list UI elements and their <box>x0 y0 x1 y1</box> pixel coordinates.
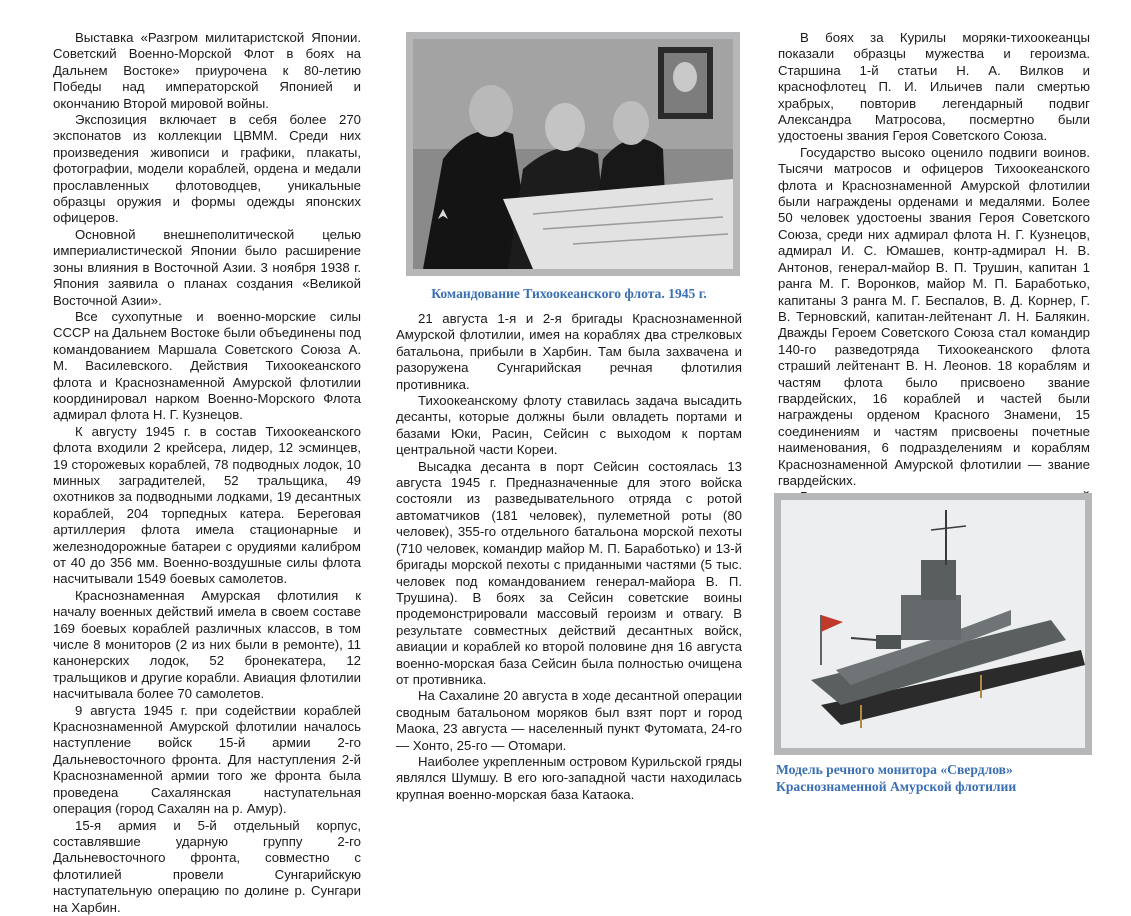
photo-caption <box>776 761 1096 795</box>
officers-photo-illustration <box>413 39 733 269</box>
paragraph: Наиболее укрепленным островом Курильской гряды являлся Шумшу. В его юго-западной части находилась крупная военно-морская база Катаока. <box>396 753 742 802</box>
photo-ship-model <box>774 493 1092 755</box>
paragraph: Государство высоко оценило подвиги воинов. Тысячи матросов и офицеров Тихоокеанского флота и Краснознаменной Амурской флотилии были награждены орденами и медалями. Более 50 человек удостоены звания Героя Советского Союза, среди них адмирал флота Н. Г. Кузнецов, адмирал И. С. Юмашев, контр-адмирал Н. В. Антонов, генерал-майор В. П. Трушин, капитан 1 ранга М. Г. Воронков, майор М. П. Баработько, капитаны 3 ранга М. Г. Беспалов, В. Д. Корнер, Г. В. Терновский, капитан-лейтенант Л. Н. Балякин. Дважды Героем Советского Союза стал командир 140-го разведотряда Тихоокеанского флота страший лейтенант В. Н. Леонов. 18 кораблям и частям флота было присвоено звание гвардейских, 16 кораблей и частей были награждены орденом Красного Знамени, 15 соединениям и частям присвоены почетные наименования, 6 подразделениям и кораблям Краснознаменной Амурской флотилии — звание гвардейских. <box>778 144 1090 488</box>
paragraph: 21 августа 1-я и 2-я бригады Краснознаменной Амурской флотилии, имея на кораблях два стрелковых батальона, прибыли в Харбин. Там была захвачена и разоружена Сунгарийская речная флотилия противника. <box>396 311 742 392</box>
photo-fleet-command <box>406 32 740 276</box>
paragraph: Основной внешнеполитической целью империалистической Японии было расширение зоны влияния в Восточной Азии. 3 ноября 1938 г. Япония заявила о планах создания «Великой Восточной Азии». <box>53 226 361 308</box>
text-column-3 <box>776 30 1090 794</box>
paragraph: Выставка «Разгром милитаристской Японии. Советский Военно-Морской Флот в боях на Дальнем Востоке» приурочена к 80-летию Победы над императорской Японией и окончанию Второй мировой войны. <box>53 30 361 111</box>
text-column-1 <box>53 30 361 916</box>
paragraph: Экспозиция включает в себя более 270 экспонатов из коллекции ЦВММ. Среди них произведения живописи и графики, плакаты, фотографии, модели кораблей, ордена и медали прославленных флотоводцев, уникальные образцы оружия и формы одежды японских офицеров. <box>53 112 361 226</box>
photo-image <box>781 500 1085 748</box>
paragraph: Тихоокеанскому флоту ставилась задача высадить десанты, которые должны были овладеть портами и базами Юки, Расин, Сейсин с выходом к портам центральной части Кореи. <box>396 393 742 458</box>
ship-model-illustration <box>781 500 1085 748</box>
paragraph: В боях за Курилы моряки-тихоокеанцы показали образцы мужества и героизма. Старшина 1-й статьи Н. А. Вилков и краснофлотец П. И. Ильичев пали смертью храбрых, повторив легендарный подвиг Александра Матросова, посмертно были удостоены звания Героя Советского Союза. <box>778 30 1090 144</box>
paragraph: 15-я армия и 5-й отдельный корпус, составлявшие ударную группу 2-го Дальневосточного фронта, совместно с флотилией провели Сунгарийскую наступательную операцию по долине р. Сунгари на Харбин. <box>53 817 361 915</box>
caption-line: Модель речного монитора «Свердлов» <box>776 762 1013 777</box>
photo-caption: Командование Тихоокеанского флота. 1945 г. <box>431 286 707 301</box>
paragraph: К августу 1945 г. в состав Тихоокеанского флота входили 2 крейсера, лидер, 12 эсминцев, 19 сторожевых кораблей, 78 подводных лодок, 10 минных заградителей, 52 тральщика, 49 охотников за подводными лодками, 19 десантных кораблей, 204 торпедных катера. Береговая артиллерия флота имела стационарные и железнодорожные батареи с орудиями калибром от 40 до 356 мм. Военно-воздушные силы флота насчитывали 1549 боевых самолетов. <box>53 423 361 587</box>
column-2-body <box>396 311 742 803</box>
caption-line: Краснознаменной Амурской флотилии <box>776 779 1017 794</box>
paragraph: 9 августа 1945 г. при содействии кораблей Краснознаменной Амурской флотилии началось наступление войск 15-й армии 2-го Дальневосточного фронта. Для наступления 2-й Краснознаменной армии того же фронта была проведена Сахалянская наступательная операция (город Сахалян на р. Амур). <box>53 702 361 817</box>
paragraph: Краснознаменная Амурская флотилия к началу военных действий имела в своем составе 169 боевых кораблей различных классов, в том числе 8 мониторов (2 из них были в ремонте), 11 канонерских лодок, 52 бронекатера, 12 тральщиков и другие корабли. Авиация флотилии насчитывала более 70 самолетов. <box>53 587 361 702</box>
paragraph: Высадка десанта в порт Сейсин состоялась 13 августа 1945 г. Предназначенные для этого войска состояли из разведывательного отряда с ротой автоматчиков (181 человек), пулеметной роты (80 человек), 355-го отдельного батальона морской пехоты (710 человек, командир майор М. П. Баработько) и 13-й бригады морской пехоты с приданными частями (5 тыс. человек под командованием генерал-майора В. П. Трушина). В боях за Сейсин советские воины продемонстрировали массовый героизм и отвагу. В результате совместных действий десантных войск, авиации и кораблей ко второй половине дня 16 августа военно-морская база Сейсин была полностью очищена от противника. <box>396 458 742 687</box>
photo-image <box>413 39 733 269</box>
paragraph: На Сахалине 20 августа в ходе десантной операции сводным батальоном моряков был взят порт и город Маока, 23 августа — населенный пункт Футомата, 24-го — Хонто, 25-го — Отомари. <box>396 688 742 753</box>
paragraph: Все сухопутные и военно-морские силы СССР на Дальнем Востоке были объединены под командованием Маршала Советского Союза А. М. Василевского. Действия Тихоокеанского флота и Краснознаменной Амурской флотилии координировал нарком Военно-Морского Флота адмирал флота Н. Г. Кузнецов. <box>53 308 361 423</box>
